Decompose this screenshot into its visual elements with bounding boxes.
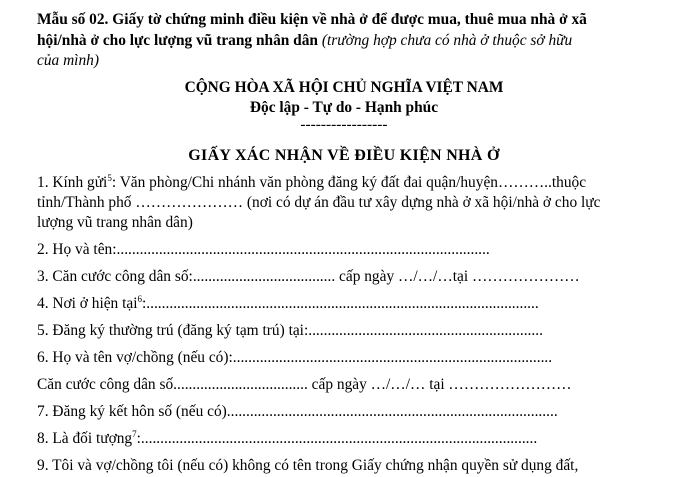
field-2-fullname: 2. Họ và tên:................................................................................................. — [37, 241, 490, 258]
field-1-line2: tỉnh/Thành phố ………………… (nơi có dự án đầu tư xây dựng nhà ở xã hội/nhà ở cho lực — [37, 194, 601, 211]
field-1-text: : Văn phòng/Chi nhánh văn phòng đăng ký đất đai quận/huyện………..thuộc — [111, 174, 587, 191]
field-5-permanent-residence: 5. Đăng ký thường trú (đăng ký tạm trú) tại:............................................................. — [37, 322, 543, 339]
field-9-statement: 9. Tôi và vợ/chồng tôi (nếu có) không có tên trong Giấy chứng nhận quyền sử dụng đất, — [37, 457, 579, 474]
nation-name: CỘNG HÒA XÃ HỘI CHỦ NGHĨA VIỆT NAM — [184, 79, 504, 96]
field-8-beneficiary-type — [37, 429, 537, 449]
nation-motto: Độc lập - Tự do - Hạnh phúc — [249, 99, 439, 116]
field-7-marriage-registration: 7. Đăng ký kết hôn số (nếu có)...................................................................................... — [37, 403, 558, 420]
form-header-line1: Mẫu số 02. Giấy tờ chứng minh điều kiện về nhà ở để được mua, thuê mua nhà ở xã — [37, 11, 587, 28]
footnote-6: 6 — [137, 294, 142, 304]
field-1-line1 — [37, 173, 586, 193]
field-1-line3: lượng vũ trang nhân dân) — [37, 214, 193, 231]
field-3-citizen-id: 3. Căn cước công dân số:..................................... cấp ngày …/…/…tại ………………… — [37, 268, 580, 285]
field-8-label: 8. Là đối tượng — [37, 430, 133, 447]
footnote-5: 5 — [107, 173, 112, 183]
field-6-spouse-id: Căn cước công dân số................................... cấp ngày …/…/… tại …………………… — [37, 376, 572, 393]
field-4-label: 4. Nơi ở hiện tại — [37, 295, 138, 312]
field-4-current-residence — [37, 294, 539, 314]
form-header-line2-bold: hội/nhà ở cho lực lượng vũ trang nhân dân — [37, 32, 322, 49]
form-header-line2-italic: (trường hợp chưa có nhà ở thuộc sở hữu — [321, 32, 573, 49]
nation-divider: ----------------- — [300, 116, 388, 133]
field-6-spouse-name: 6. Họ và tên vợ/chồng (nếu có):................................................................................... — [37, 349, 553, 366]
field-4-dots: :...................................................................................................... — [141, 295, 539, 312]
field-1-label: 1. Kính gửi — [37, 174, 108, 191]
form-header-line3: của mình) — [37, 52, 99, 69]
footnote-7: 7 — [132, 429, 137, 439]
document-title: GIẤY XÁC NHẬN VỀ ĐIỀU KIỆN NHÀ Ở — [188, 147, 500, 164]
form-header-line2 — [37, 31, 572, 51]
field-8-dots: :....................................................................................................... — [136, 430, 538, 447]
